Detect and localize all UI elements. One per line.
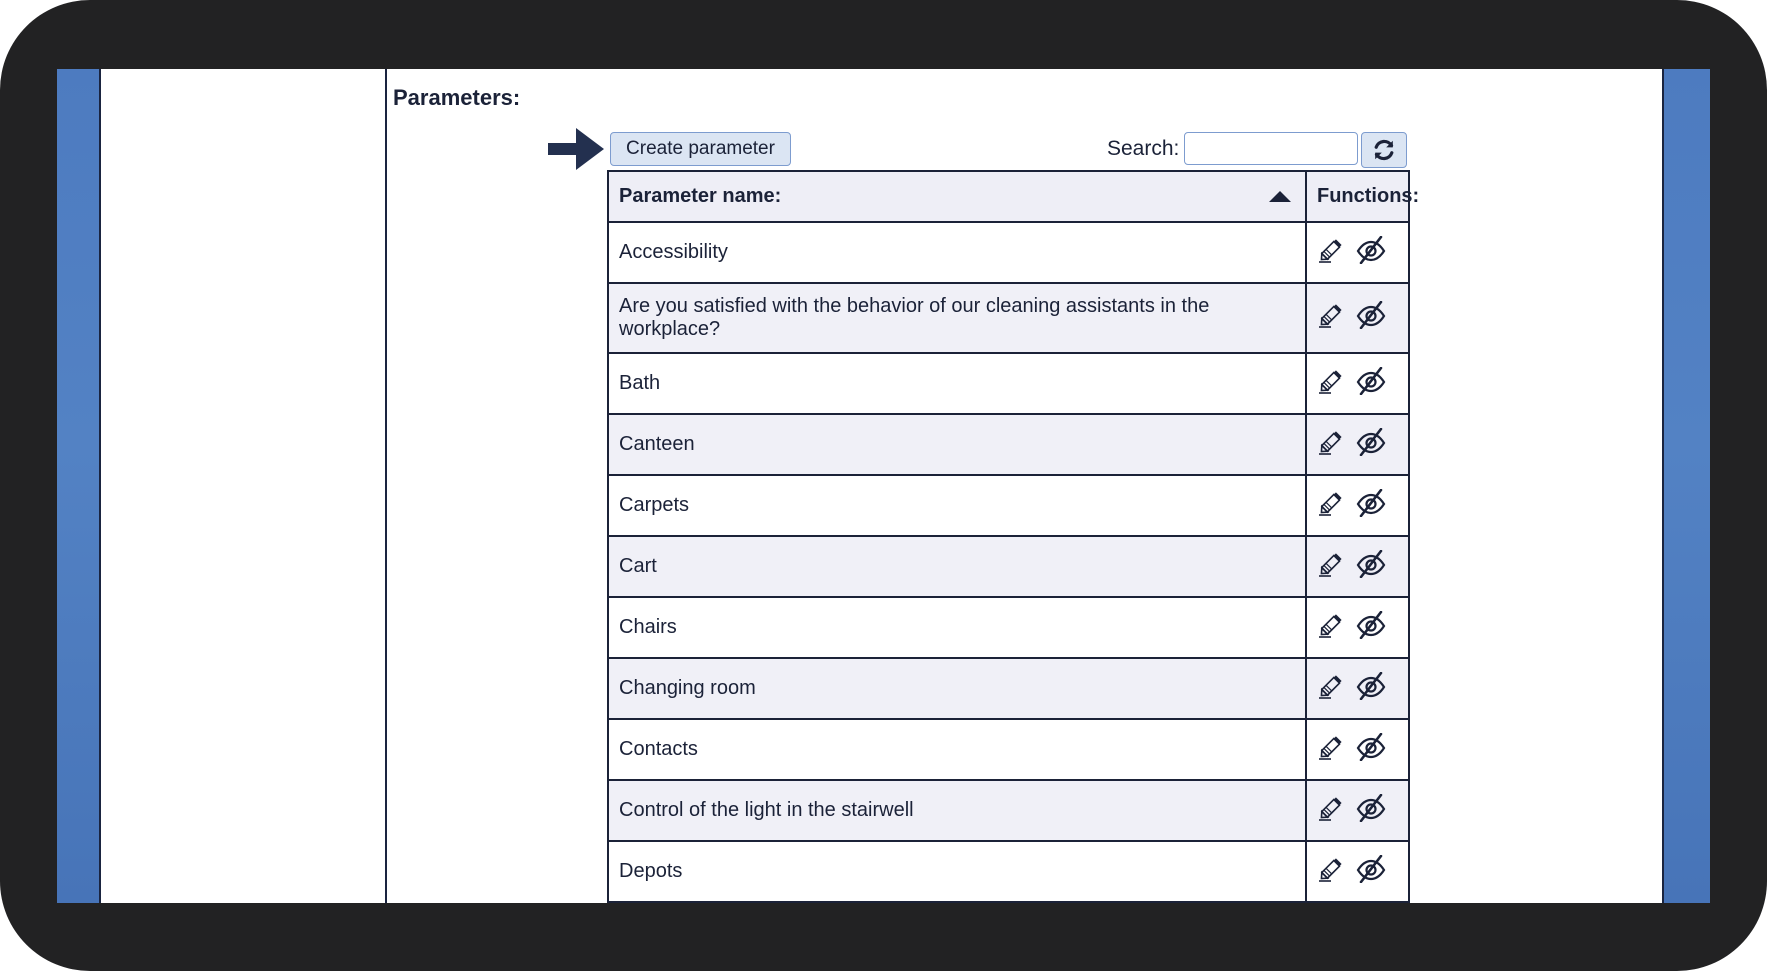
refresh-button[interactable] <box>1361 132 1407 168</box>
parameter-name: Control of the light in the stairwell <box>619 799 914 821</box>
parameter-name-cell <box>608 475 1306 536</box>
parameter-name-cell <box>608 536 1306 597</box>
parameter-name-cell <box>608 353 1306 414</box>
pencil-icon[interactable] <box>1317 301 1345 329</box>
parameter-name: Contacts <box>619 738 698 760</box>
parameter-name: Are you satisfied with the behavior of our cleaning assistants in the workplace? <box>619 295 1210 340</box>
eye-slash-icon[interactable] <box>1355 489 1387 517</box>
parameter-name: Changing room <box>619 677 756 699</box>
eye-slash-icon[interactable] <box>1355 855 1387 883</box>
parameters-table <box>607 170 1420 903</box>
functions-cell <box>1306 719 1409 780</box>
eye-slash-icon[interactable] <box>1355 301 1387 329</box>
table-row <box>608 475 1409 536</box>
functions-cell <box>1306 536 1409 597</box>
pencil-icon[interactable] <box>1317 672 1345 700</box>
functions-cell <box>1306 475 1409 536</box>
parameter-name-cell <box>608 719 1306 780</box>
eye-slash-icon[interactable] <box>1355 733 1387 761</box>
search-input[interactable] <box>1184 132 1358 165</box>
parameter-name: Chairs <box>619 616 677 638</box>
parameter-name: Carpets <box>619 494 690 516</box>
pencil-icon[interactable] <box>1317 428 1345 456</box>
parameter-name-cell <box>608 414 1306 475</box>
functions-cell <box>1306 283 1409 353</box>
functions-cell <box>1306 658 1409 719</box>
parameter-name-cell <box>608 222 1306 283</box>
parameter-name: Canteen <box>619 433 695 455</box>
table-row <box>608 780 1409 841</box>
pencil-icon[interactable] <box>1317 733 1345 761</box>
functions-cell <box>1306 780 1409 841</box>
eye-slash-icon[interactable] <box>1355 611 1387 639</box>
parameter-name: Cart <box>619 555 657 577</box>
functions-cell <box>1306 414 1409 475</box>
functions-cell <box>1306 353 1409 414</box>
eye-slash-icon[interactable] <box>1355 550 1387 578</box>
column-header-label: Parameter name: <box>619 185 782 207</box>
pencil-icon[interactable] <box>1317 855 1345 883</box>
search-label: Search: <box>1107 137 1180 160</box>
parameter-name: Accessibility <box>619 241 728 263</box>
table-header-row <box>608 171 1409 222</box>
eye-slash-icon[interactable] <box>1355 236 1387 264</box>
pencil-icon[interactable] <box>1317 489 1345 517</box>
pencil-icon[interactable] <box>1317 794 1345 822</box>
left-sidebar <box>101 69 387 903</box>
table-row <box>608 841 1409 902</box>
table-row <box>608 414 1409 475</box>
table-row <box>608 536 1409 597</box>
create-parameter-button[interactable]: Create parameter <box>610 132 791 166</box>
right-arrow-icon <box>546 125 608 173</box>
table-row <box>608 719 1409 780</box>
pencil-icon[interactable] <box>1317 611 1345 639</box>
parameter-name-cell <box>608 780 1306 841</box>
eye-slash-icon[interactable] <box>1355 367 1387 395</box>
table-row <box>608 222 1409 283</box>
sort-ascending-icon[interactable] <box>1269 191 1291 202</box>
table-row <box>608 283 1409 353</box>
parameter-name-cell <box>608 597 1306 658</box>
column-header-functions: Functions: <box>1306 171 1409 222</box>
table-row <box>608 658 1409 719</box>
page-content <box>99 69 1664 903</box>
table-row <box>608 353 1409 414</box>
functions-cell <box>1306 222 1409 283</box>
parameter-name-cell <box>608 841 1306 902</box>
parameter-name: Bath <box>619 372 661 394</box>
pencil-icon[interactable] <box>1317 236 1345 264</box>
parameter-name-cell <box>608 658 1306 719</box>
pencil-icon[interactable] <box>1317 550 1345 578</box>
parameter-name: Depots <box>619 860 683 882</box>
eye-slash-icon[interactable] <box>1355 794 1387 822</box>
functions-cell <box>1306 597 1409 658</box>
refresh-icon <box>1372 138 1396 162</box>
table-row <box>608 597 1409 658</box>
functions-cell <box>1306 841 1409 902</box>
eye-slash-icon[interactable] <box>1355 672 1387 700</box>
desktop-background <box>57 69 1710 903</box>
eye-slash-icon[interactable] <box>1355 428 1387 456</box>
column-header-parameter-name[interactable] <box>608 171 1306 222</box>
pencil-icon[interactable] <box>1317 367 1345 395</box>
section-title: Parameters: <box>393 85 521 110</box>
parameter-name-cell <box>608 283 1306 353</box>
